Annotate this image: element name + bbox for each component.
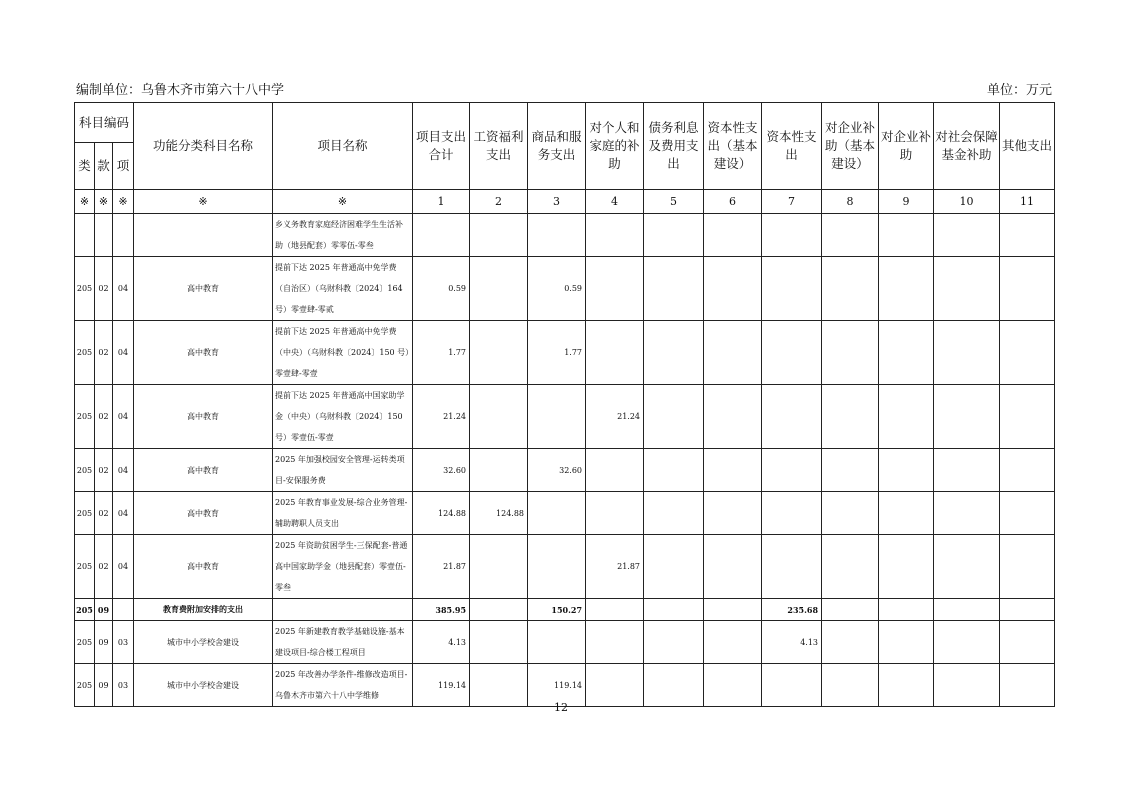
project-name-header: 项目名称 (273, 103, 413, 190)
cell-function-name: 高中教育 (134, 492, 273, 535)
cell-col2 (470, 214, 528, 257)
cell-col4 (586, 492, 644, 535)
cell-project-name: 2025 年新建教育教学基础设施-基本建设项目-综合楼工程项目 (273, 621, 413, 664)
cell-function-name: 城市中小学校舍建设 (134, 621, 273, 664)
cell-col2 (470, 321, 528, 385)
cell-xiang: 03 (113, 621, 134, 664)
cell-col8 (822, 535, 879, 599)
cell-col2 (470, 385, 528, 449)
xiang-header: 项 (113, 143, 134, 190)
cell-col1 (413, 214, 470, 257)
cell-col9 (879, 385, 934, 449)
cell-col10 (934, 321, 1000, 385)
cell-kuan: 02 (95, 535, 113, 599)
cell-col11 (1000, 449, 1055, 492)
cell-col7 (762, 449, 822, 492)
cell-col6 (704, 385, 762, 449)
kuan-header: 款 (95, 143, 113, 190)
table-row (75, 214, 1055, 257)
cell-col9 (879, 599, 934, 621)
table-row (75, 385, 1055, 449)
index-row (75, 190, 1055, 214)
cell-col6 (704, 321, 762, 385)
cell-lei: 205 (75, 599, 95, 621)
table-row (75, 492, 1055, 535)
cell-kuan: 09 (95, 664, 113, 707)
cell-col5 (644, 621, 704, 664)
cell-col2 (470, 257, 528, 321)
cell-col8 (822, 385, 879, 449)
cell-col7 (762, 535, 822, 599)
cell-function-name: 高中教育 (134, 385, 273, 449)
expenditure-table (74, 102, 1055, 707)
cell-col8 (822, 449, 879, 492)
index-cell: 10 (934, 190, 1000, 214)
cell-col1: 32.60 (413, 449, 470, 492)
cell-col7 (762, 257, 822, 321)
cell-function-name: 高中教育 (134, 321, 273, 385)
cell-col7 (762, 385, 822, 449)
cell-xiang: 04 (113, 535, 134, 599)
cell-col11 (1000, 492, 1055, 535)
cell-col1: 124.88 (413, 492, 470, 535)
cell-xiang: 03 (113, 664, 134, 707)
cell-col9 (879, 535, 934, 599)
col9-header: 对企业补助 (879, 103, 934, 190)
cell-col8 (822, 321, 879, 385)
cell-lei: 205 (75, 321, 95, 385)
cell-col5 (644, 492, 704, 535)
index-cell: 9 (879, 190, 934, 214)
cell-col11 (1000, 257, 1055, 321)
cell-xiang: 04 (113, 492, 134, 535)
index-cell: 1 (413, 190, 470, 214)
cell-col7 (762, 321, 822, 385)
cell-col5 (644, 385, 704, 449)
index-cell: 4 (586, 190, 644, 214)
cell-col1: 385.95 (413, 599, 470, 621)
page-number: 12 (554, 701, 568, 714)
table-row (75, 535, 1055, 599)
cell-col2 (470, 449, 528, 492)
cell-xiang (113, 214, 134, 257)
cell-col1: 21.87 (413, 535, 470, 599)
cell-project-name: 提前下达 2025 年普通高中免学费（中央）（乌财科教〔2024〕150 号）零壹肆-零壹 (273, 321, 413, 385)
cell-col4 (586, 214, 644, 257)
cell-col9 (879, 321, 934, 385)
cell-lei: 205 (75, 664, 95, 707)
cell-kuan: 02 (95, 492, 113, 535)
cell-col3 (528, 621, 586, 664)
cell-col7: 235.68 (762, 599, 822, 621)
cell-col9 (879, 257, 934, 321)
cell-function-name: 教育费附加安排的支出 (134, 599, 273, 621)
index-cell: ※ (95, 190, 113, 214)
compiling-unit: 编制单位：乌鲁木齐市第六十八中学 (76, 83, 285, 98)
cell-col9 (879, 492, 934, 535)
cell-col8 (822, 599, 879, 621)
cell-col4: 21.24 (586, 385, 644, 449)
cell-col10 (934, 385, 1000, 449)
index-cell: 11 (1000, 190, 1055, 214)
cell-col10 (934, 492, 1000, 535)
cell-col5 (644, 449, 704, 492)
cell-col6 (704, 535, 762, 599)
cell-col4: 21.87 (586, 535, 644, 599)
cell-col8 (822, 257, 879, 321)
index-cell: ※ (134, 190, 273, 214)
cell-lei: 205 (75, 621, 95, 664)
cell-kuan (95, 214, 113, 257)
index-cell: ※ (75, 190, 95, 214)
cell-col5 (644, 599, 704, 621)
cell-col10 (934, 449, 1000, 492)
index-cell: ※ (113, 190, 134, 214)
subject-code-header: 科目编码 (75, 103, 134, 143)
table-row (75, 449, 1055, 492)
index-cell: 8 (822, 190, 879, 214)
cell-col5 (644, 535, 704, 599)
cell-lei: 205 (75, 257, 95, 321)
col4-header: 对个人和家庭的补助 (586, 103, 644, 190)
cell-col6 (704, 492, 762, 535)
cell-xiang: 04 (113, 321, 134, 385)
cell-col2: 124.88 (470, 492, 528, 535)
cell-col11 (1000, 621, 1055, 664)
cell-col10 (934, 599, 1000, 621)
cell-function-name: 高中教育 (134, 535, 273, 599)
cell-col6 (704, 257, 762, 321)
cell-col3: 150.27 (528, 599, 586, 621)
cell-col9 (879, 214, 934, 257)
cell-col9 (879, 449, 934, 492)
cell-kuan: 09 (95, 621, 113, 664)
index-cell: 5 (644, 190, 704, 214)
lei-header: 类 (75, 143, 95, 190)
table-row (75, 599, 1055, 621)
cell-col1: 4.13 (413, 621, 470, 664)
cell-col5 (644, 321, 704, 385)
cell-col11 (1000, 214, 1055, 257)
cell-col2 (470, 535, 528, 599)
cell-col3: 119.14 (528, 664, 586, 707)
cell-col6 (704, 599, 762, 621)
cell-col8 (822, 214, 879, 257)
cell-col3: 0.59 (528, 257, 586, 321)
cell-col2 (470, 599, 528, 621)
cell-lei: 205 (75, 492, 95, 535)
cell-col5 (644, 257, 704, 321)
function-name-header: 功能分类科目名称 (134, 103, 273, 190)
cell-lei (75, 214, 95, 257)
cell-col4 (586, 321, 644, 385)
cell-kuan: 02 (95, 257, 113, 321)
cell-col4 (586, 449, 644, 492)
cell-col1: 1.77 (413, 321, 470, 385)
cell-col10 (934, 214, 1000, 257)
cell-project-name: 提前下达 2025 年普通高中国家助学金（中央）（乌财科教〔2024〕150 号）零壹伍-零壹 (273, 385, 413, 449)
cell-col4 (586, 257, 644, 321)
cell-project-name: 乡义务教育家庭经济困难学生生活补助（地县配套）零零伍-零叁 (273, 214, 413, 257)
cell-col3 (528, 492, 586, 535)
cell-function-name: 高中教育 (134, 449, 273, 492)
cell-kuan: 09 (95, 599, 113, 621)
cell-col10 (934, 535, 1000, 599)
col2-header: 工资福利支出 (470, 103, 528, 190)
cell-lei: 205 (75, 449, 95, 492)
cell-col11 (1000, 321, 1055, 385)
cell-project-name (273, 599, 413, 621)
cell-col11 (1000, 535, 1055, 599)
table-row (75, 257, 1055, 321)
cell-function-name: 城市中小学校舍建设 (134, 664, 273, 707)
col8-header: 对企业补助（基本建设） (822, 103, 879, 190)
cell-function-name: 高中教育 (134, 257, 273, 321)
cell-col7: 4.13 (762, 621, 822, 664)
cell-col10 (934, 257, 1000, 321)
col3-header: 商品和服务支出 (528, 103, 586, 190)
cell-kuan: 02 (95, 385, 113, 449)
cell-col3: 1.77 (528, 321, 586, 385)
cell-col11 (1000, 385, 1055, 449)
col5-header: 债务利息及费用支出 (644, 103, 704, 190)
cell-xiang: 04 (113, 385, 134, 449)
cell-col8 (822, 621, 879, 664)
cell-col6 (704, 214, 762, 257)
cell-xiang: 04 (113, 257, 134, 321)
cell-lei: 205 (75, 385, 95, 449)
col6-header: 资本性支出（基本建设） (704, 103, 762, 190)
cell-lei: 205 (75, 535, 95, 599)
cell-col6 (704, 621, 762, 664)
cell-col2 (470, 621, 528, 664)
index-cell: 3 (528, 190, 586, 214)
cell-xiang (113, 599, 134, 621)
cell-project-name: 2025 年教育事业发展-综合业务管理-辅助聘职人员支出 (273, 492, 413, 535)
cell-col7 (762, 492, 822, 535)
col7-header: 资本性支出 (762, 103, 822, 190)
cell-col5 (644, 214, 704, 257)
cell-col1: 119.14 (413, 664, 470, 707)
col11-header: 其他支出 (1000, 103, 1055, 190)
cell-col9 (879, 621, 934, 664)
cell-project-name: 2025 年改善办学条件-维修改造项目-乌鲁木齐市第六十八中学维修 (273, 664, 413, 707)
cell-col11 (1000, 599, 1055, 621)
cell-col3 (528, 214, 586, 257)
table-row (75, 621, 1055, 664)
col10-header: 对社会保障基金补助 (934, 103, 1000, 190)
index-cell: 6 (704, 190, 762, 214)
cell-col4 (586, 599, 644, 621)
cell-col1: 21.24 (413, 385, 470, 449)
col1-header: 项目支出合计 (413, 103, 470, 190)
cell-col8 (822, 492, 879, 535)
cell-col1: 0.59 (413, 257, 470, 321)
index-cell: 2 (470, 190, 528, 214)
cell-function-name (134, 214, 273, 257)
cell-col3: 32.60 (528, 449, 586, 492)
cell-project-name: 2025 年加强校园安全管理-运转类项目-安保服务费 (273, 449, 413, 492)
cell-col3 (528, 385, 586, 449)
currency-unit: 单位：万元 (986, 83, 1052, 98)
cell-col7 (762, 214, 822, 257)
cell-project-name: 提前下达 2025 年普通高中免学费（自治区）（乌财科教〔2024〕164 号）零壹肆-零贰 (273, 257, 413, 321)
cell-kuan: 02 (95, 321, 113, 385)
index-cell: 7 (762, 190, 822, 214)
cell-col10 (934, 621, 1000, 664)
table-row (75, 321, 1055, 385)
cell-xiang: 04 (113, 449, 134, 492)
cell-project-name: 2025 年资助贫困学生-三保配套-普通高中国家助学金（地县配套）零壹伍-零叁 (273, 535, 413, 599)
cell-col6 (704, 449, 762, 492)
cell-col3 (528, 535, 586, 599)
cell-kuan: 02 (95, 449, 113, 492)
index-cell: ※ (273, 190, 413, 214)
cell-col4 (586, 621, 644, 664)
